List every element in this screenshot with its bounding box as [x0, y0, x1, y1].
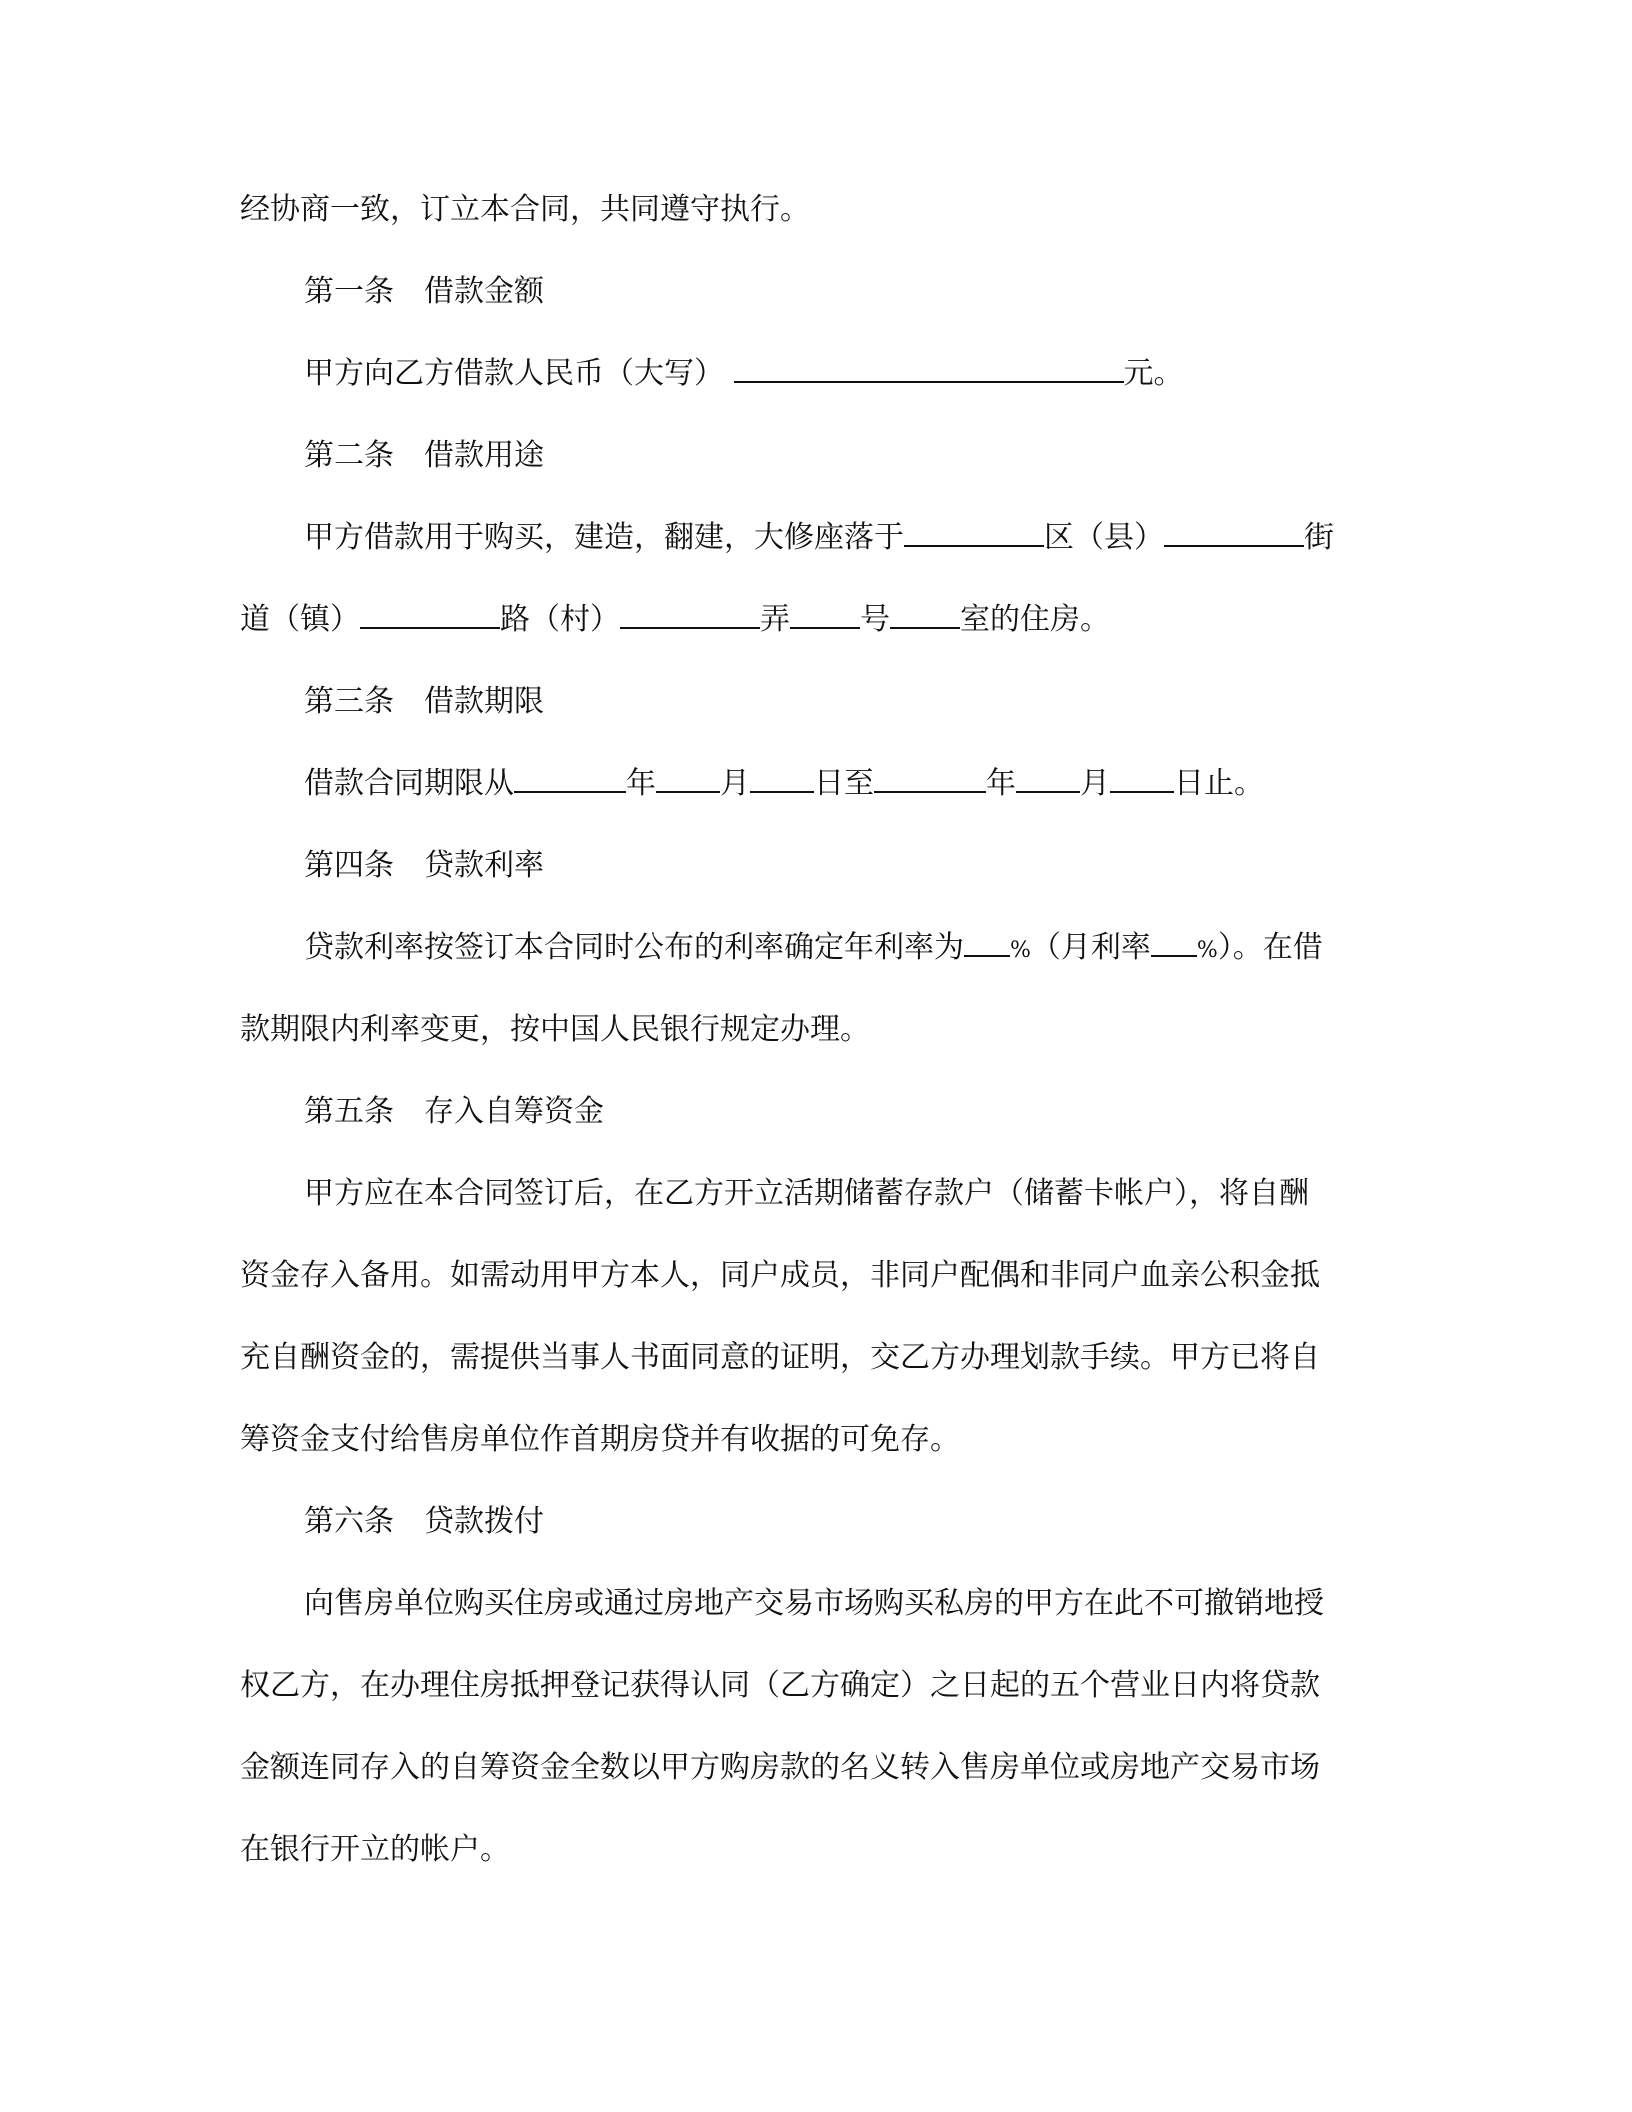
article-3-number: 第三条 [304, 684, 394, 719]
article-4-text-1: 贷款利率按签订本合同时公布的利率确定年利率为 [304, 930, 964, 965]
article-2-text-1: 甲方借款用于购买，建造，翻建，大修座落于 [304, 520, 904, 555]
end-year-blank[interactable] [874, 765, 986, 793]
end-month-blank[interactable] [1016, 765, 1080, 793]
article-6-text-3: 金额连同存入的自筹资金全数以甲方购房款的名义转入售房单位或房地产交易市场 [240, 1750, 1320, 1785]
end-year-label: 年 [986, 766, 1016, 801]
article-2-title: 借款用途 [424, 438, 544, 473]
article-5-heading [304, 1092, 604, 1132]
end-day-label: 日止。 [1174, 766, 1264, 801]
article-6-line-1 [304, 1584, 1324, 1624]
annual-percent-sign: % [1010, 938, 1031, 963]
start-day-blank[interactable] [750, 765, 814, 793]
article-2-line-1 [304, 518, 1334, 558]
article-6-number: 第六条 [304, 1504, 394, 1539]
article-5-text-2: 资金存入备用。如需动用甲方本人，同户成员，非同户配偶和非同户血亲公积金抵 [240, 1258, 1320, 1293]
monthly-percent-sign: % [1196, 938, 1218, 963]
end-month-label: 月 [1080, 766, 1110, 801]
article-2-street-label: 街 [1304, 520, 1334, 555]
number-blank[interactable] [790, 601, 860, 629]
article-4-heading [304, 846, 544, 886]
article-4-text-4: 款期限内利率变更，按中国人民银行规定办理。 [240, 1012, 870, 1047]
start-month-blank[interactable] [656, 765, 720, 793]
article-3-title: 借款期限 [424, 684, 544, 719]
road-blank[interactable] [360, 601, 500, 629]
monthly-rate-blank[interactable] [1151, 929, 1197, 957]
document-page [240, 0, 1390, 2112]
article-5-line-1 [304, 1174, 1309, 1214]
article-1-number: 第一条 [304, 274, 394, 309]
lane-blank[interactable] [620, 601, 760, 629]
intro-text: 经协商一致，订立本合同，共同遵守执行。 [240, 192, 810, 227]
amount-blank[interactable] [734, 355, 1124, 383]
article-6-line-4 [240, 1830, 510, 1870]
article-6-line-2 [240, 1666, 1320, 1706]
article-2-heading [304, 436, 544, 476]
article-2-district-label: 区（县） [1044, 520, 1164, 555]
article-1-unit: 元。 [1123, 356, 1184, 391]
article-4-text-3: ）。在借 [1217, 930, 1323, 965]
article-4-line-1 [304, 928, 1323, 971]
article-5-number: 第五条 [304, 1094, 394, 1129]
start-month-label: 月 [720, 766, 750, 801]
article-6-text-1: 向售房单位购买住房或通过房地产交易市场购买私房的甲方在此不可撤销地授 [304, 1586, 1324, 1621]
article-1-heading [304, 272, 544, 312]
start-year-label: 年 [626, 766, 656, 801]
article-2-line-2 [240, 600, 1110, 640]
article-2-room-label: 室的住房。 [960, 602, 1110, 637]
article-5-title: 存入自筹资金 [424, 1094, 604, 1129]
article-3-line [304, 764, 1264, 804]
article-1-text: 甲方向乙方借款人民币（大写） [304, 356, 724, 391]
article-1-line [304, 354, 1184, 394]
article-6-line-3 [240, 1748, 1320, 1788]
article-3-heading [304, 682, 544, 722]
article-5-text-4: 筹资金支付给售房单位作首期房贷并有收据的可免存。 [240, 1422, 960, 1457]
article-1-title: 借款金额 [424, 274, 544, 309]
article-2-number: 第二条 [304, 438, 394, 473]
article-5-line-3 [240, 1338, 1320, 1378]
article-6-heading [304, 1502, 544, 1542]
street-blank[interactable] [1164, 519, 1304, 547]
annual-rate-blank[interactable] [964, 929, 1010, 957]
article-6-title: 贷款拨付 [424, 1504, 544, 1539]
article-4-number: 第四条 [304, 848, 394, 883]
article-2-lane-label: 弄 [760, 602, 790, 637]
article-5-text-1: 甲方应在本合同签订后，在乙方开立活期储蓄存款户（储蓄卡帐户），将自酬 [304, 1176, 1309, 1211]
intro-line [240, 190, 810, 230]
article-6-text-2: 权乙方，在办理住房抵押登记获得认同（乙方确定）之日起的五个营业日内将贷款 [240, 1668, 1320, 1703]
article-4-title: 贷款利率 [424, 848, 544, 883]
article-2-number-label: 号 [860, 602, 890, 637]
start-day-label: 日至 [814, 766, 874, 801]
article-4-line-2 [240, 1010, 870, 1050]
article-6-text-4: 在银行开立的帐户。 [240, 1832, 510, 1867]
article-5-line-2 [240, 1256, 1320, 1296]
article-2-town-label: 道（镇） [240, 602, 360, 637]
end-day-blank[interactable] [1110, 765, 1174, 793]
article-5-text-3: 充自酬资金的，需提供当事人书面同意的证明，交乙方办理划款手续。甲方已将自 [240, 1340, 1320, 1375]
article-2-road-label: 路（村） [500, 602, 620, 637]
article-4-text-2: （月利率 [1030, 930, 1151, 965]
article-5-line-4 [240, 1420, 960, 1460]
district-blank[interactable] [904, 519, 1044, 547]
article-3-text: 借款合同期限从 [304, 766, 514, 801]
start-year-blank[interactable] [514, 765, 626, 793]
room-blank[interactable] [890, 601, 960, 629]
